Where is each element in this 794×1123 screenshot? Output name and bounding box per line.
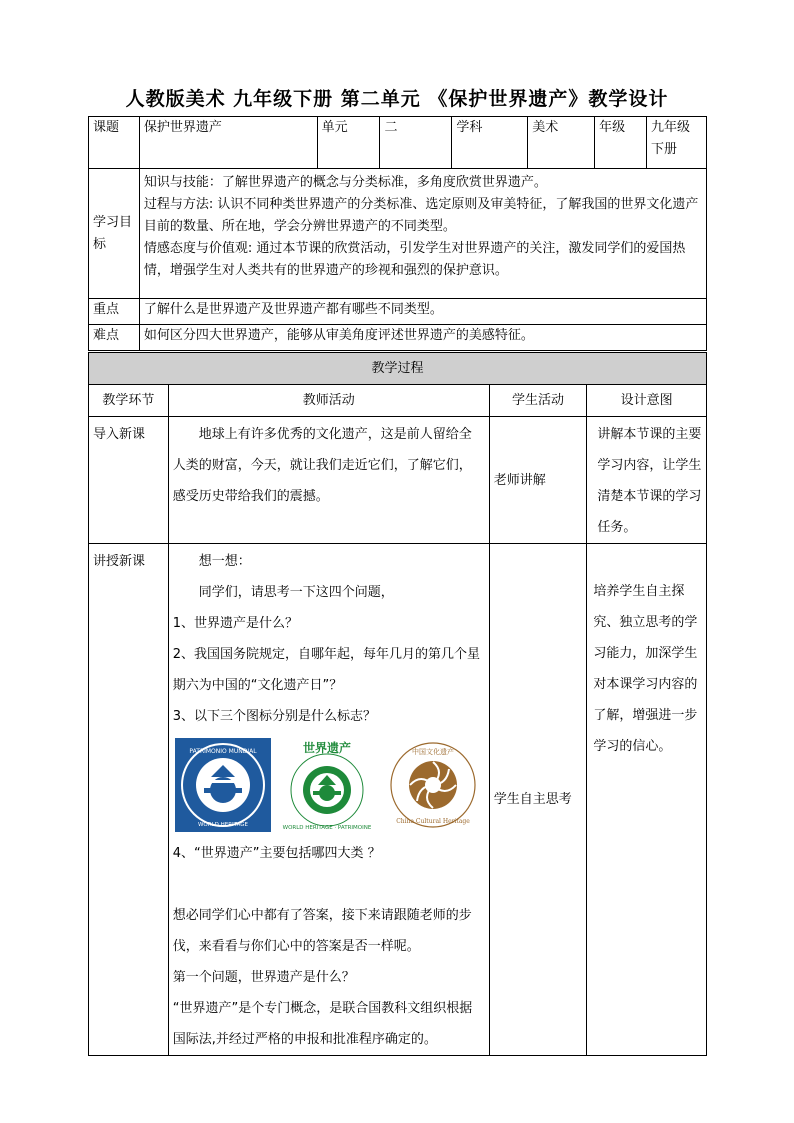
col-intent: 设计意图	[587, 385, 707, 417]
process-table	[88, 352, 707, 1056]
row1-intent: 讲解本节课的主要学习内容，让学生清楚本节课的学习任务。	[587, 417, 707, 544]
grade-label: 年级	[595, 117, 647, 169]
col-teacher: 教师活动	[168, 385, 489, 417]
unit-value: 二	[380, 117, 452, 169]
unit-label: 单元	[317, 117, 380, 169]
row1-teacher: 地球上有许多优秀的文化遗产，这是前人留给全人类的财富，今天，就让我们走近它们，了解它们，感受历史带给我们的震撼。	[168, 417, 489, 544]
row2-student: 学生自主思考	[489, 544, 587, 1056]
answer-q1-heading: 第一个问题，世界遗产是什么？	[172, 970, 355, 985]
world-heritage-green-emblem-icon	[281, 738, 373, 832]
question-3: 3、以下三个图标分别是什么标志？	[172, 709, 377, 724]
question-4: 4、“世界遗产”主要包括哪四大类 ？	[172, 846, 381, 861]
goals-content	[139, 169, 706, 299]
row1-student: 老师讲解	[489, 417, 587, 544]
think-heading: 想一想：	[198, 554, 251, 569]
goal-knowledge: 知识与技能：了解世界遗产的概念与分类标准，多角度欣赏世界遗产。	[143, 175, 547, 190]
process-header: 教学过程	[89, 353, 707, 385]
question-1: 1、世界遗产是什么？	[172, 616, 299, 631]
col-student: 学生活动	[489, 385, 587, 417]
world-heritage-emblem-icon	[175, 738, 271, 832]
col-stage: 教学环节	[89, 385, 169, 417]
goals-label: 学习目标	[89, 169, 140, 299]
row1-stage: 导入新课	[89, 417, 169, 544]
difficulty-value: 如何区分四大世界遗产，能够从审美角度评述世界遗产的美感特征。	[139, 325, 706, 351]
svg-text:WORLD HERITAGE: WORLD HERITAGE	[197, 822, 248, 828]
goal-attitude: 情感态度与价值观: 通过本节课的欣赏活动，引发学生对世界遗产的关注，激发同学们的爱国热情，增强学生对人类共有的世界遗产的珍视和强烈的保护意识。	[143, 241, 686, 278]
goal-process: 过程与方法: 认识不同种类世界遗产的分类标准、选定原则及审美特征，了解我国的世界文化遗产目前的数量、所在地，学会分辨世界遗产的不同类型。	[143, 197, 699, 234]
row2-intent: 培养学生自主探究、独立思考的学习能力，加深学生对本课学习内容的了解，增强进一步学习的信心。	[587, 544, 707, 1056]
topic-value: 保护世界遗产	[139, 117, 317, 169]
row2-stage: 讲授新课	[89, 544, 169, 1056]
svg-text:China Cultural Heritage: China Cultural Heritage	[395, 818, 470, 825]
question-2: 2、我国国务院规定，自哪年起，每年几月的第几个星期六为中国的“文化遗产日”？	[172, 647, 481, 693]
answer-q1-text: “世界遗产”是个专门概念，是联合国教科文组织根据国际法,并经过严格的申报和批准程序确定的。	[172, 1001, 473, 1047]
difficulty-label: 难点	[89, 325, 140, 351]
svg-text:世界遗产: 世界遗产	[302, 741, 351, 755]
svg-text:PATRIMONIO MUNDIAL: PATRIMONIO MUNDIAL	[189, 748, 257, 755]
grade-value: 九年级下册	[647, 117, 707, 169]
china-cultural-heritage-emblem-icon	[387, 740, 479, 830]
subject-value: 美术	[528, 117, 595, 169]
blank-line	[173, 869, 485, 900]
svg-text:中国文化遗产: 中国文化遗产	[411, 748, 454, 756]
svg-text:WORLD HERITAGE · PATRIMOINE: WORLD HERITAGE · PATRIMOINE	[282, 825, 372, 831]
key-point-value: 了解什么是世界遗产及世界遗产都有哪些不同类型。	[139, 299, 706, 325]
topic-label: 课题	[89, 117, 140, 169]
info-table	[88, 116, 707, 351]
key-point-label: 重点	[89, 299, 140, 325]
row2-teacher	[168, 544, 489, 1056]
think-prompt: 同学们，请思考一下这四个问题，	[198, 585, 394, 600]
subject-label: 学科	[452, 117, 528, 169]
document-title: 人教版美术 九年级下册 第二单元 《保护世界遗产》教学设计	[125, 88, 669, 110]
heritage-logos	[173, 738, 479, 832]
answer-intro: 想必同学们心中都有了答案，接下来请跟随老师的步伐，来看看与你们心中的答案是否一样呢。	[172, 908, 472, 954]
